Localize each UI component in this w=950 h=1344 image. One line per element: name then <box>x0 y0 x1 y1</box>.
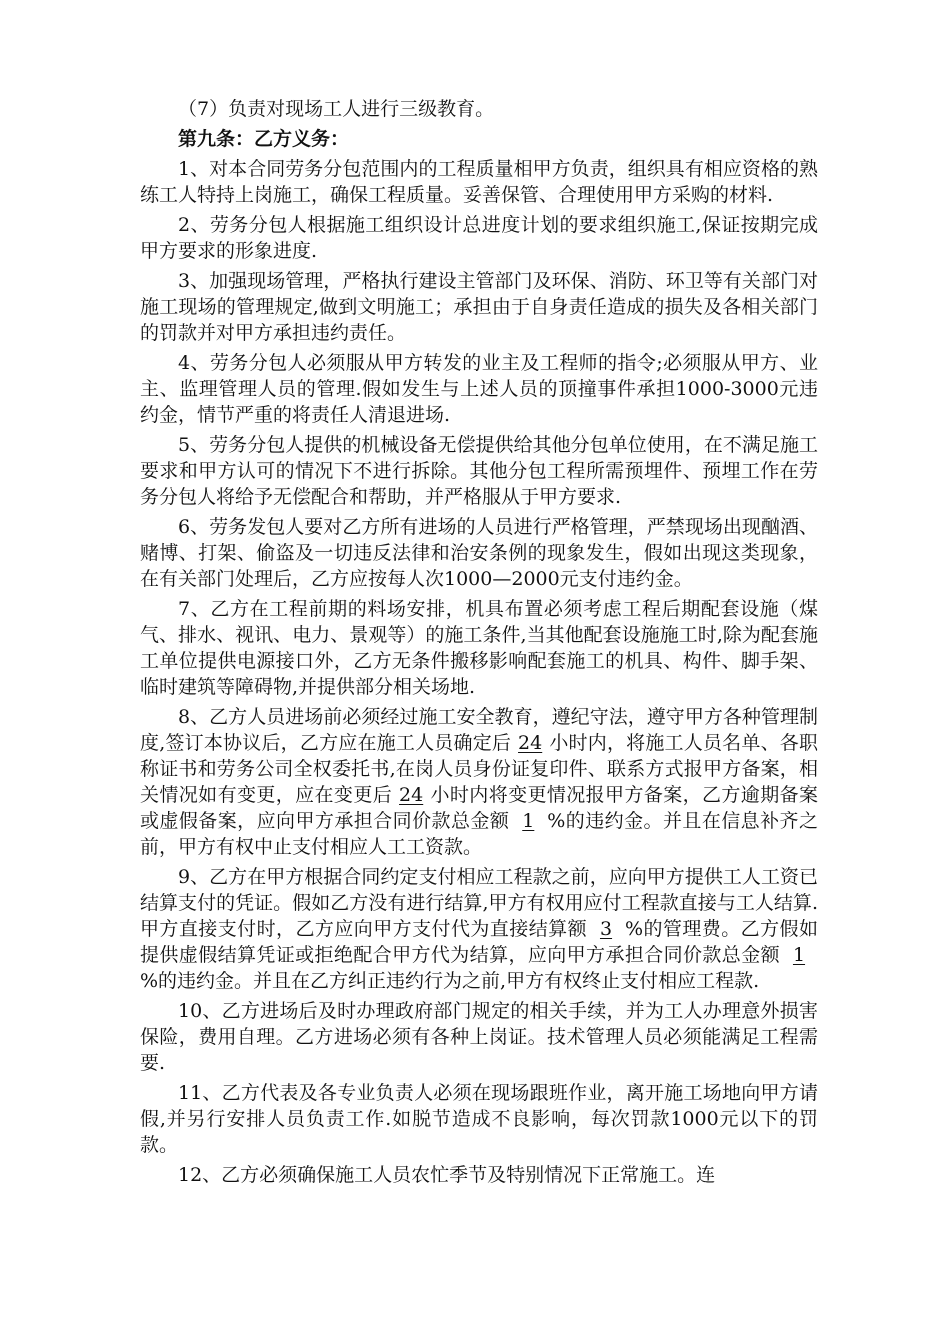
filled-blank: 24 <box>518 732 543 754</box>
document-page <box>140 96 818 1188</box>
filled-blank: 1 <box>792 944 806 966</box>
paragraph <box>140 704 818 860</box>
paragraph: 7、乙方在工程前期的料场安排，机具布置必须考虑工程后期配套设施（煤气、排水、视讯、电力、景观等）的施工条件,当其他配套设施施工时,除为配套施工单位提供电源接口外，乙方无条件搬移影响配套施工的机具、构件、脚手架、临时建筑等障碍物,并提供部分相关场地. <box>140 598 818 698</box>
filled-blank: 24 <box>399 784 424 806</box>
paragraph: 10、乙方进场后及时办理政府部门规定的相关手续，并为工人办理意外损害保险，费用自理。乙方进场必须有各种上岗证。技术管理人员必须能满足工程需要. <box>140 1000 818 1074</box>
paragraph-text: 小时内，将施工人员名单、各职称证书和劳务公司全权委托书,在岗人员身份证复印件、联系方式报甲方备案，相关情况如有变更，应在变更后 <box>140 732 818 806</box>
paragraph-text: %的管理费。乙方假如提供虚假结算凭证或拒绝配合甲方代为结算，应向甲方承担合同价款总金额 <box>140 918 818 966</box>
paragraph: 11、乙方代表及各专业负责人必须在现场跟班作业，离开施工场地向甲方请假,并另行安排人员负责工作.如脱节造成不良影响，每次罚款1000元以下的罚款。 <box>140 1082 818 1156</box>
paragraph: 6、劳务发包人要对乙方所有进场的人员进行严格管理，严禁现场出现酗酒、赌博、打架、偷盗及一切违反法律和治安条例的现象发生，假如出现这类现象，在有关部门处理后，乙方应按每人次1000—2000元支付违约金。 <box>140 516 818 590</box>
filled-blank: 3 <box>599 918 613 940</box>
paragraph: 1、对本合同劳务分包范围内的工程质量相甲方负责，组织具有相应资格的熟练工人特持上岗施工，确保工程质量。妥善保管、合理使用甲方采购的材料. <box>140 158 818 206</box>
paragraph-text: 9、乙方在甲方根据合同约定支付相应工程款之前，应向甲方提供工人工资已结算支付的凭证。假如乙方没有进行结算,甲方有权用应付工程款直接与工人结算.甲方直接支付时，乙方应向甲方支付代为直接结算额 <box>140 866 818 940</box>
paragraph <box>140 864 818 994</box>
section-heading: 第九条：乙方义务： <box>178 128 350 150</box>
paragraph: 3、加强现场管理，严格执行建设主管部门及环保、消防、环卫等有关部门对施工现场的管理规定,做到文明施工；承担由于自身责任造成的损失及各相关部门的罚款并对甲方承担违约责任。 <box>140 270 818 344</box>
paragraph-text: %的违约金。并且在信息补齐之前，甲方有权中止支付相应人工工资款。 <box>140 810 818 858</box>
paragraph: （7）负责对现场工人进行三级教育。 <box>178 98 495 120</box>
paragraph: 4、劳务分包人必须服从甲方转发的业主及工程师的指令;必须服从甲方、业主、监理管理人员的管理.假如发生与上述人员的顶撞事件承担1000-3000元违约金，情节严重的将责任人清退进场. <box>140 352 818 426</box>
paragraph: 5、劳务分包人提供的机械设备无偿提供给其他分包单位使用，在不满足施工要求和甲方认可的情况下不进行拆除。其他分包工程所需预埋件、预埋工作在劳务分包人将给予无偿配合和帮助，并严格服从于甲方要求. <box>140 434 818 508</box>
paragraph: 12、乙方必须确保施工人员农忙季节及特别情况下正常施工。连 <box>178 1164 716 1186</box>
filled-blank: 1 <box>522 810 535 832</box>
paragraph-text: %的违约金。并且在乙方纠正违约行为之前,甲方有权终止支付相应工程款. <box>140 970 760 992</box>
paragraph: 2、劳务分包人根据施工组织设计总进度计划的要求组织施工,保证按期完成甲方要求的形象进度. <box>140 214 818 262</box>
paragraph-text: 8、乙方人员进场前必须经过施工安全教育，遵纪守法，遵守甲方各种管理制度,签订本协议后，乙方应在施工人员确定后 <box>140 706 818 754</box>
paragraph-text: 小时内将变更情况报甲方备案，乙方逾期备案或虚假备案，应向甲方承担合同价款总金额 <box>140 784 818 832</box>
